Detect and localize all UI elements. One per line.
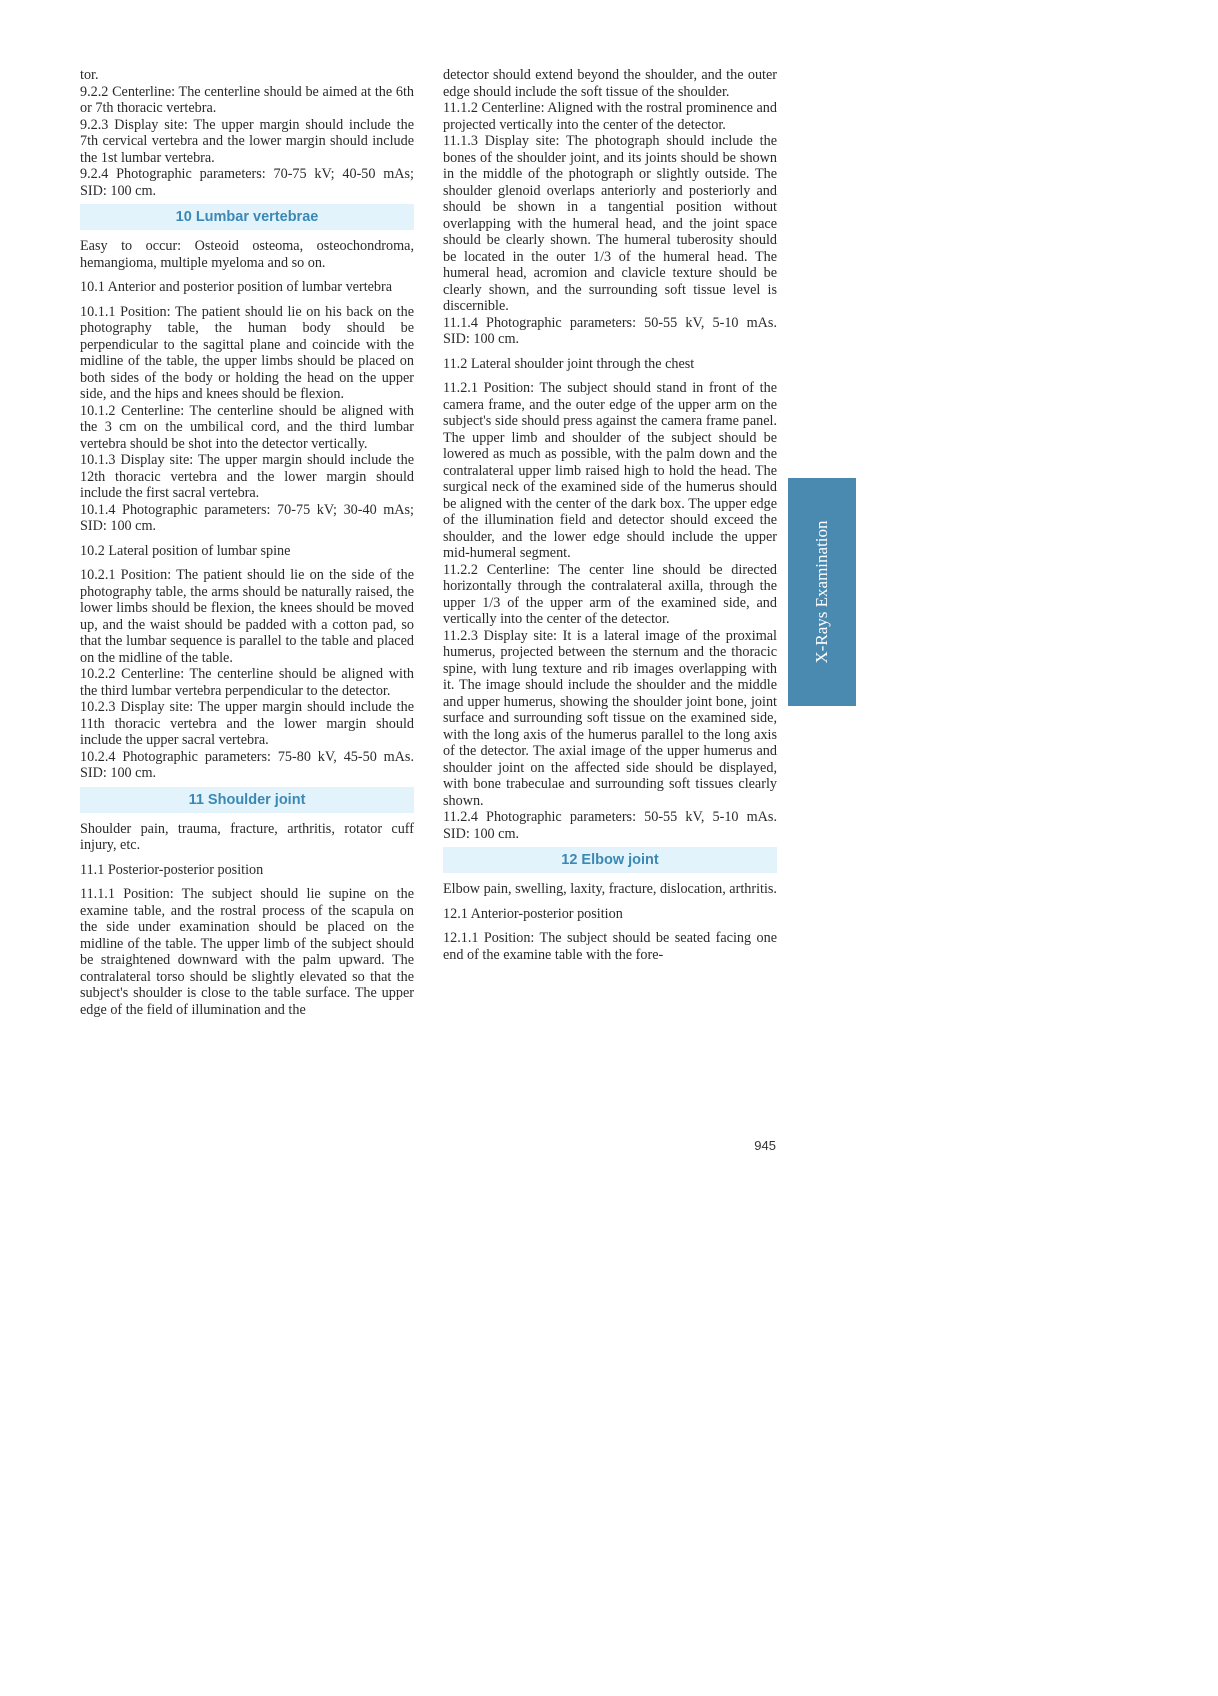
subsection-heading: 10.1 Anterior and posterior position of lumbar vertebra — [80, 279, 393, 295]
paragraph: 11.2.3 Display site: It is a lateral image of the proximal humerus, projected between the sternum and the thoracic spine, with lung texture and rib images overlapping with it. The image should include the shoulder and the middle and upper humerus, showing the shoulder joint bone, joint surface and surrounding soft tissue on the examined side, with the long axis of the humerus parallel to the long axis of the detector. The axial image of the upper humerus and shoulder joint on the affected side should be displayed, with bone trabeculae and surrounding soft tissues clearly shown. — [443, 627, 777, 809]
paragraph: 10.2.4 Photographic parameters: 75-80 kV, 45-50 mAs. SID: 100 cm. — [80, 748, 414, 781]
paragraph: 11.1.3 Display site: The photograph should include the bones of the shoulder joint, and its joints should be shown in the middle of the photograph or slightly outside. The shoulder glenoid overlaps anteriorly and posteriorly and should be shown in a tangential position without overlapping with the humeral head, and the joint space should be clearly shown. The humeral tuberosity should be located in the outer 1/3 of the humeral head. The humeral head, acromion and clavicle texture should be clearly shown, and the surrounding soft tissue level is discernible. — [443, 133, 777, 314]
page-number: 945 — [754, 1138, 776, 1153]
paragraph: 11.1.2 Centerline: Aligned with the rostral prominence and projected vertically into the center of the detector. — [443, 100, 777, 133]
subsection-heading: 10.2 Lateral position of lumbar spine — [80, 542, 291, 559]
subsection-heading: 12.1 Anterior-posterior position — [443, 905, 623, 922]
paragraph: 10.1.2 Centerline: The centerline should be aligned with the 3 cm on the umbilical cord, and the third lumbar vertebra should be shot into the detector vertically. — [80, 402, 414, 452]
paragraph: 9.2.2 Centerline: The centerline should be aimed at the 6th or 7th thoracic vertebra. — [80, 83, 414, 116]
section-intro: Easy to occur: Osteoid osteoma, osteochondroma, hemangioma, multiple myeloma and so on. — [80, 238, 414, 271]
side-tab-label: X-Rays Examination — [812, 520, 831, 664]
paragraph: 10.2.1 Position: The patient should lie on the side of the photography table, the arms should be naturally raised, the lower limbs should be flexion, the knees should be moved up, and the waist should be padded with a cotton pad, so that the lumbar sequence is parallel to the table and placed on the midline of the table. — [80, 567, 414, 666]
paragraph: 10.1.3 Display site: The upper margin should include the 12th thoracic vertebra and the lower margin should include the first sacral vertebra. — [80, 452, 414, 501]
paragraph: tor. — [80, 67, 99, 83]
paragraph: 12.1.1 Position: The subject should be seated facing one end of the examine table with the fore- — [443, 930, 777, 963]
paragraph: 9.2.4 Photographic parameters: 70-75 kV; 40-50 mAs; SID: 100 cm. — [80, 166, 414, 199]
paragraph: 10.2.3 Display site: The upper margin should include the 11th thoracic vertebra and the lower margin should include the upper sacral vertebra. — [80, 699, 414, 748]
paragraph: detector should extend beyond the shoulder, and the outer edge should include the soft tissue of the shoulder. — [443, 67, 777, 100]
paragraph: 11.1.1 Position: The subject should lie supine on the examine table, and the rostral process of the scapula on the side under examination should be placed on the midline of the table. The upper limb of the subject should be straightened downward with the palm upward. The contralateral torso should be slightly elevated so that the subject's shoulder is close to the table surface. The upper edge of the field of illumination and the — [80, 886, 414, 1018]
subsection-heading: 11.1 Posterior-posterior position — [80, 861, 264, 878]
subsection-heading: 11.2 Lateral shoulder joint through the chest — [443, 355, 695, 372]
paragraph: 10.1.4 Photographic parameters: 70-75 kV; 30-40 mAs; SID: 100 cm. — [80, 501, 414, 534]
section-heading: 10 Lumbar vertebrae — [80, 204, 414, 230]
section-intro: Elbow pain, swelling, laxity, fracture, dislocation, arthritis. — [443, 881, 777, 897]
paragraph: 11.2.2 Centerline: The center line should be directed horizontally through the contralateral axilla, through the upper 1/3 of the upper arm of the examined side, and vertically into the center of the detector. — [443, 561, 777, 627]
section-heading: 12 Elbow joint — [443, 847, 777, 873]
side-tab — [788, 478, 856, 706]
right-column — [443, 67, 777, 963]
section-intro: Shoulder pain, trauma, fracture, arthritis, rotator cuff injury, etc. — [80, 820, 414, 853]
paragraph: 11.2.4 Photographic parameters: 50-55 kV, 5-10 mAs. SID: 100 cm. — [443, 809, 777, 842]
paragraph: 11.1.4 Photographic parameters: 50-55 kV, 5-10 mAs. SID: 100 cm. — [443, 314, 777, 347]
paragraph: 11.2.1 Position: The subject should stand in front of the camera frame, and the outer edge of the upper arm on the subject's side should press against the camera frame panel. The upper limb and shoulder of the subject should be lowered as much as possible, with the palm down and the contralateral upper limb raised high to hold the head. The surgical neck of the examined side of the humerus should be aligned with the center of the dark box. The upper edge of the illumination field and detector should exceed the shoulder, and the lower edge should include the upper mid-humeral segment. — [443, 380, 777, 561]
section-heading: 11 Shoulder joint — [80, 787, 414, 813]
paragraph: 10.1.1 Position: The patient should lie on his back on the photography table, the human body should be perpendicular to the sagittal plane and coincide with the midline of the table, the upper limbs should be placed on both sides of the body or holding the head on the upper side, and the hips and knees should be flexion. — [80, 303, 414, 402]
paragraph: 10.2.2 Centerline: The centerline should be aligned with the third lumbar vertebra perpendicular to the detector. — [80, 666, 414, 699]
left-column — [80, 67, 414, 1018]
paragraph: 9.2.3 Display site: The upper margin should include the 7th cervical vertebra and the lower margin should include the 1st lumbar vertebra. — [80, 116, 414, 166]
